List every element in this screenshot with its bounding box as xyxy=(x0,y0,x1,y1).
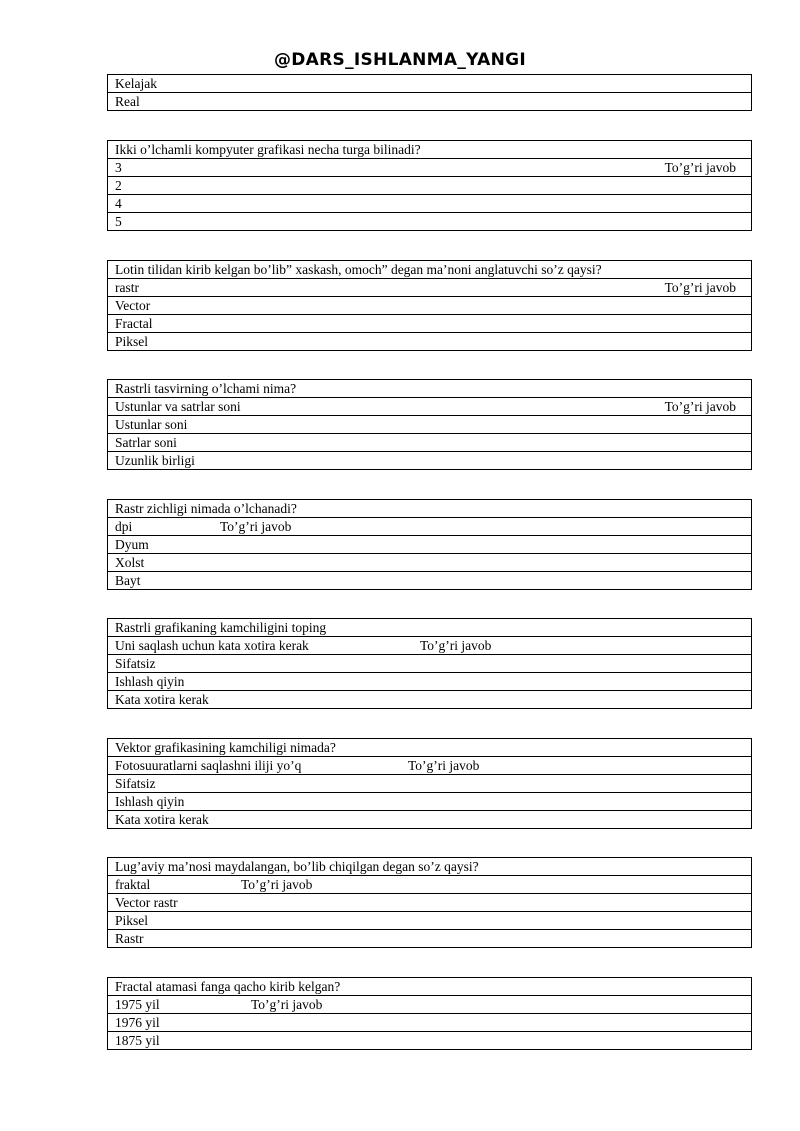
question-row xyxy=(108,978,751,996)
question-text: Lotin tilidan kirib kelgan bo’lib” xaskash, omoch” degan ma’noni anglatuvchi so’z qaysi? xyxy=(115,262,602,277)
table-row xyxy=(108,637,751,655)
question-block xyxy=(107,618,752,709)
option-text: 4 xyxy=(115,196,122,211)
table-row xyxy=(108,673,751,691)
question-text: Rastrli tasvirning o’lchami nima? xyxy=(115,381,297,396)
answer-table-top xyxy=(107,74,752,111)
option-text: 3 xyxy=(115,160,122,175)
option-text: Uzunlik birligi xyxy=(115,453,195,468)
option-text: 1975 yil xyxy=(115,997,160,1012)
option-text: Kata xotira kerak xyxy=(115,692,209,707)
table-row xyxy=(108,572,751,590)
table-row xyxy=(108,279,751,297)
table-row xyxy=(108,159,751,177)
option-text: dpi xyxy=(115,519,133,534)
option-text: Xolst xyxy=(115,555,145,570)
question-text: Fractal atamasi fanga qacho kirib kelgan? xyxy=(115,979,341,994)
option-text: Piksel xyxy=(115,334,149,349)
option-text: Vector rastr xyxy=(115,895,178,910)
table-row xyxy=(108,297,751,315)
table-row xyxy=(108,416,751,434)
option-text: 2 xyxy=(115,178,122,193)
question-row xyxy=(108,500,751,518)
option-text: Real xyxy=(115,94,140,109)
question-block xyxy=(107,140,752,231)
question-row xyxy=(108,380,751,398)
table-row xyxy=(108,452,751,470)
option-text: Vector xyxy=(115,298,151,313)
table-row xyxy=(108,333,751,351)
table-row xyxy=(108,894,751,912)
option-text: Rastr xyxy=(115,931,144,946)
option-text: Sifatsiz xyxy=(115,776,156,791)
table-row xyxy=(108,996,751,1014)
option-text: 5 xyxy=(115,214,122,229)
correct-answer-label: To’g’ri javob xyxy=(220,519,292,534)
option-text: 1875 yil xyxy=(115,1033,160,1048)
table-row xyxy=(108,398,751,416)
option-text: Ishlash qiyin xyxy=(115,794,185,809)
option-text: Ustunlar va satrlar soni xyxy=(115,399,241,414)
option-text: Fotosuuratlarni saqlashni iliji yo’q xyxy=(115,758,302,773)
question-block xyxy=(107,857,752,948)
question-block xyxy=(107,738,752,829)
table-row xyxy=(108,315,751,333)
correct-answer-label: To’g’ri javob xyxy=(664,280,736,295)
table-row xyxy=(108,1032,751,1050)
correct-answer-label: To’g’ri javob xyxy=(408,758,480,773)
option-text: rastr xyxy=(115,280,139,295)
table-row xyxy=(108,1014,751,1032)
correct-answer-label: To’g’ri javob xyxy=(664,399,736,414)
table-row xyxy=(108,793,751,811)
table-row xyxy=(108,434,751,452)
question-row xyxy=(108,141,751,159)
question-block xyxy=(107,499,752,590)
question-row xyxy=(108,619,751,637)
correct-answer-label: To’g’ri javob xyxy=(420,638,492,653)
question-row xyxy=(108,858,751,876)
table-row xyxy=(108,655,751,673)
option-text: Piksel xyxy=(115,913,149,928)
option-text: Bayt xyxy=(115,573,141,588)
option-text: Ishlash qiyin xyxy=(115,674,185,689)
option-text: Sifatsiz xyxy=(115,656,156,671)
question-row xyxy=(108,261,751,279)
table-row xyxy=(108,876,751,894)
question-text: Vektor grafikasining kamchiligi nimada? xyxy=(115,740,336,755)
option-text: Fractal xyxy=(115,316,153,331)
table-row xyxy=(108,177,751,195)
table-row xyxy=(108,93,751,111)
question-block xyxy=(107,977,752,1050)
option-text: Satrlar soni xyxy=(115,435,177,450)
correct-answer-label: To’g’ri javob xyxy=(664,160,736,175)
option-text: Kata xotira kerak xyxy=(115,812,209,827)
correct-answer-label: To’g’ri javob xyxy=(251,997,323,1012)
option-text: 1976 yil xyxy=(115,1015,160,1030)
table-row xyxy=(108,912,751,930)
table-row xyxy=(108,554,751,572)
option-text: Uni saqlash uchun kata xotira kerak xyxy=(115,638,309,653)
table-row xyxy=(108,75,751,93)
option-text: Dyum xyxy=(115,537,149,552)
question-text: Rastr zichligi nimada o’lchanadi? xyxy=(115,501,297,516)
table-row xyxy=(108,775,751,793)
option-text: fraktal xyxy=(115,877,151,892)
table-row xyxy=(108,757,751,775)
table-row xyxy=(108,536,751,554)
table-row xyxy=(108,691,751,709)
table-row xyxy=(108,213,751,231)
table-row xyxy=(108,195,751,213)
page-header: @DARS_ISHLANMA_YANGI xyxy=(273,50,527,70)
question-block xyxy=(107,379,752,470)
question-block xyxy=(107,260,752,351)
table-row xyxy=(108,930,751,948)
option-text: Ustunlar soni xyxy=(115,417,188,432)
question-text: Ikki o’lchamli kompyuter grafikasi necha turga bilinadi? xyxy=(115,142,421,157)
question-text: Rastrli grafikaning kamchiligini toping xyxy=(115,620,327,635)
correct-answer-label: To’g’ri javob xyxy=(241,877,313,892)
table-row xyxy=(108,811,751,829)
option-text: Kelajak xyxy=(115,76,157,91)
question-row xyxy=(108,739,751,757)
table-row xyxy=(108,518,751,536)
question-text: Lug’aviy ma’nosi maydalangan, bo’lib chiqilgan degan so’z qaysi? xyxy=(115,859,479,874)
